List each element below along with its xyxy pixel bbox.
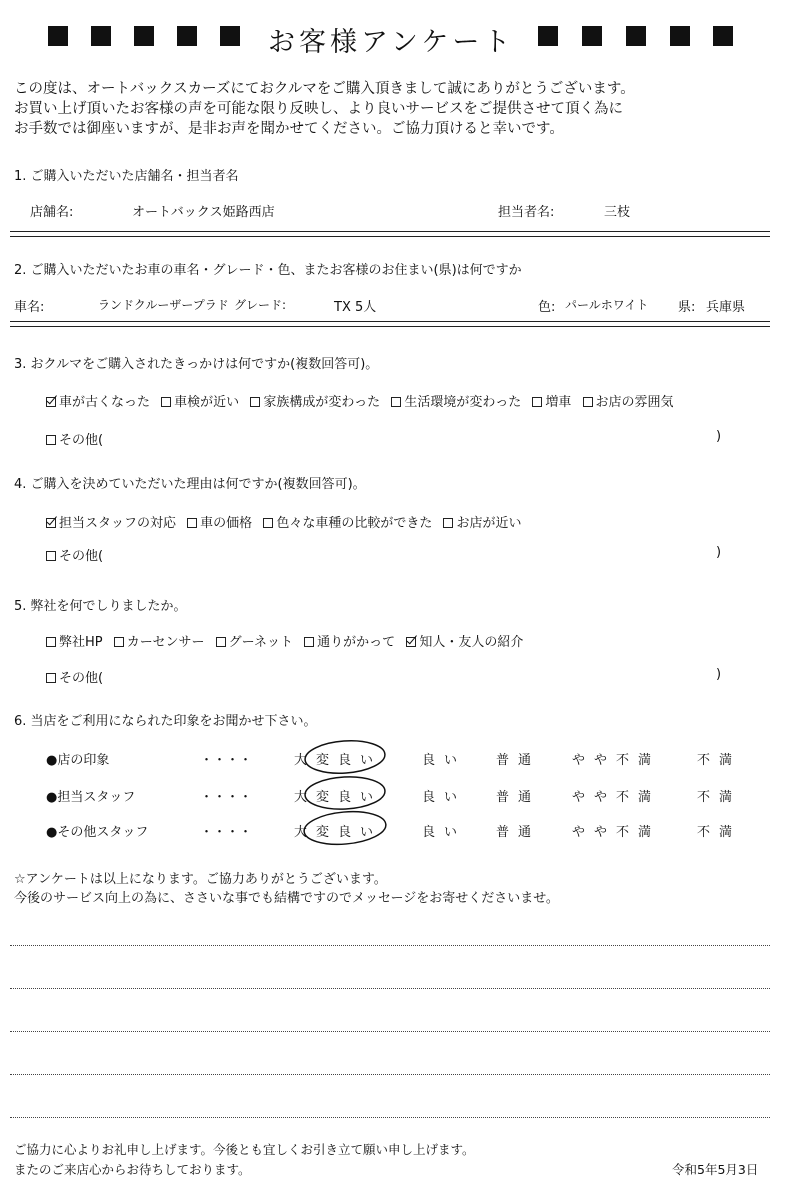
selection-circle [304,775,386,811]
closing-request: 今後のサービス向上の為に、ささいな事でも結構ですのでメッセージをお寄せくださいませ。 [14,891,559,906]
q3-option-extra-car[interactable]: 増車 [532,395,571,410]
rating-option[interactable]: 普通 [496,825,541,840]
intro-line: お買い上げ頂いたお客様の声を可能な限り反映し、より良いサービスをご提供させて頂く為に [14,101,623,117]
rating-option[interactable]: 不満 [697,753,742,768]
intro-line: お手数では御座いますが、是非お声を聞かせてください。ご協力頂けると幸いです。 [14,121,564,137]
q5-option-goonet[interactable]: グーネット [216,635,293,650]
footer-line: ご協力に心よりお礼申し上げます。今後とも宜しくお引き立て願い申し上げます。 [14,1142,475,1157]
q6-question: 6. 当店をご利用になられた印象をお聞かせ下さい。 [14,714,317,729]
footer-date: 令和5年5月3日 [672,1162,759,1177]
rating-option[interactable]: やや不満 [572,825,661,840]
q4-option-price[interactable]: 車の価格 [187,516,252,531]
store-value: オートバックス姫路西店 [132,205,275,220]
message-line[interactable] [10,1074,770,1075]
q4-other[interactable]: その他( [46,545,103,564]
intro-line: この度は、オートバックスカーズにておクルマをご購入頂きまして誠にありがとうございます。 [14,81,635,97]
q4-other-close: ) [716,545,722,560]
staff-value: 三枝 [604,205,631,220]
q5-option-carsensor[interactable]: カーセンサー [114,635,205,650]
rating-option[interactable]: 良い [422,825,467,840]
rating-dots: ・・・・ [200,790,253,805]
rating-option[interactable]: 不満 [697,790,742,805]
color-label: 色: [538,300,556,315]
closing-thanks: ☆アンケートは以上になります。ご協力ありがとうございます。 [14,872,387,887]
staff-label: 担当者名: [498,205,555,220]
rating-dots: ・・・・ [200,753,253,768]
message-line[interactable] [10,1031,770,1032]
rating-option[interactable]: 大変良い [294,790,383,805]
color-value: パールホワイト [565,298,649,312]
q1-question: 1. ご購入いただいた店舗名・担当者名 [14,169,239,184]
message-line[interactable] [10,1117,770,1118]
q3-question: 3. おクルマをご購入されたきっかけは何ですか(複数回答可)。 [14,357,379,372]
rating-row-label: ●店の印象 [46,753,110,768]
q3-option-family[interactable]: 家族構成が変わった [250,395,380,410]
rating-option[interactable]: 大変良い [294,825,383,840]
message-line[interactable] [10,945,770,946]
q3-other-close: ) [716,429,722,444]
rating-option[interactable]: 良い [422,753,467,768]
rating-option[interactable]: 普通 [496,753,541,768]
q3-other[interactable]: その他( [46,429,103,448]
rating-row-label: ●その他スタッフ [46,825,149,840]
q2-question: 2. ご購入いただいたお車の車名・グレード・色、またお客様のお住まい(県)は何ですか [14,263,522,278]
rating-option[interactable]: 良い [422,790,467,805]
message-line[interactable] [10,988,770,989]
page-title: お客様アンケート [268,27,515,58]
grade-label: グレード: [234,298,287,312]
car-label: 車名: [14,300,45,315]
q4-question: 4. ご購入を決めていただいた理由は何ですか(複数回答可)。 [14,477,366,492]
rating-option[interactable]: やや不満 [572,790,661,805]
q3-option-lifestyle[interactable]: 生活環境が変わった [391,395,521,410]
q3-option-old-car[interactable]: 車が古くなった [46,395,150,410]
rating-dots: ・・・・ [200,825,253,840]
rating-row-label: ●担当スタッフ [46,790,136,805]
q4-option-near[interactable]: お店が近い [443,516,521,531]
grade-value: TX 5人 [334,300,377,315]
rating-option[interactable]: 大変良い [294,753,383,768]
q5-option-referral[interactable]: 知人・友人の紹介 [406,635,523,650]
q5-other[interactable]: その他( [46,667,103,686]
q3-option-inspection[interactable]: 車検が近い [161,395,239,410]
q3-option-atmosphere[interactable]: お店の雰囲気 [583,395,674,410]
rating-option[interactable]: 不満 [697,825,742,840]
selection-circle [303,808,387,847]
store-label: 店舗名: [30,205,74,220]
car-value: ランドクルーザープラド [98,298,229,312]
pref-label: 県: [678,300,696,315]
footer-line: またのご来店心からお待ちしております。 [14,1162,251,1177]
pref-value: 兵庫県 [706,300,746,315]
selection-circle [304,738,386,776]
q4-option-staff[interactable]: 担当スタッフの対応 [46,516,176,531]
rating-option[interactable]: やや不満 [572,753,661,768]
q5-option-hp[interactable]: 弊社HP [46,635,103,650]
q4-option-compare[interactable]: 色々な車種の比較ができた [263,516,432,531]
q5-question: 5. 弊社を何でしりましたか。 [14,599,187,614]
q5-option-passing[interactable]: 通りがかって [304,635,395,650]
q5-other-close: ) [716,667,722,682]
rating-option[interactable]: 普通 [496,790,541,805]
